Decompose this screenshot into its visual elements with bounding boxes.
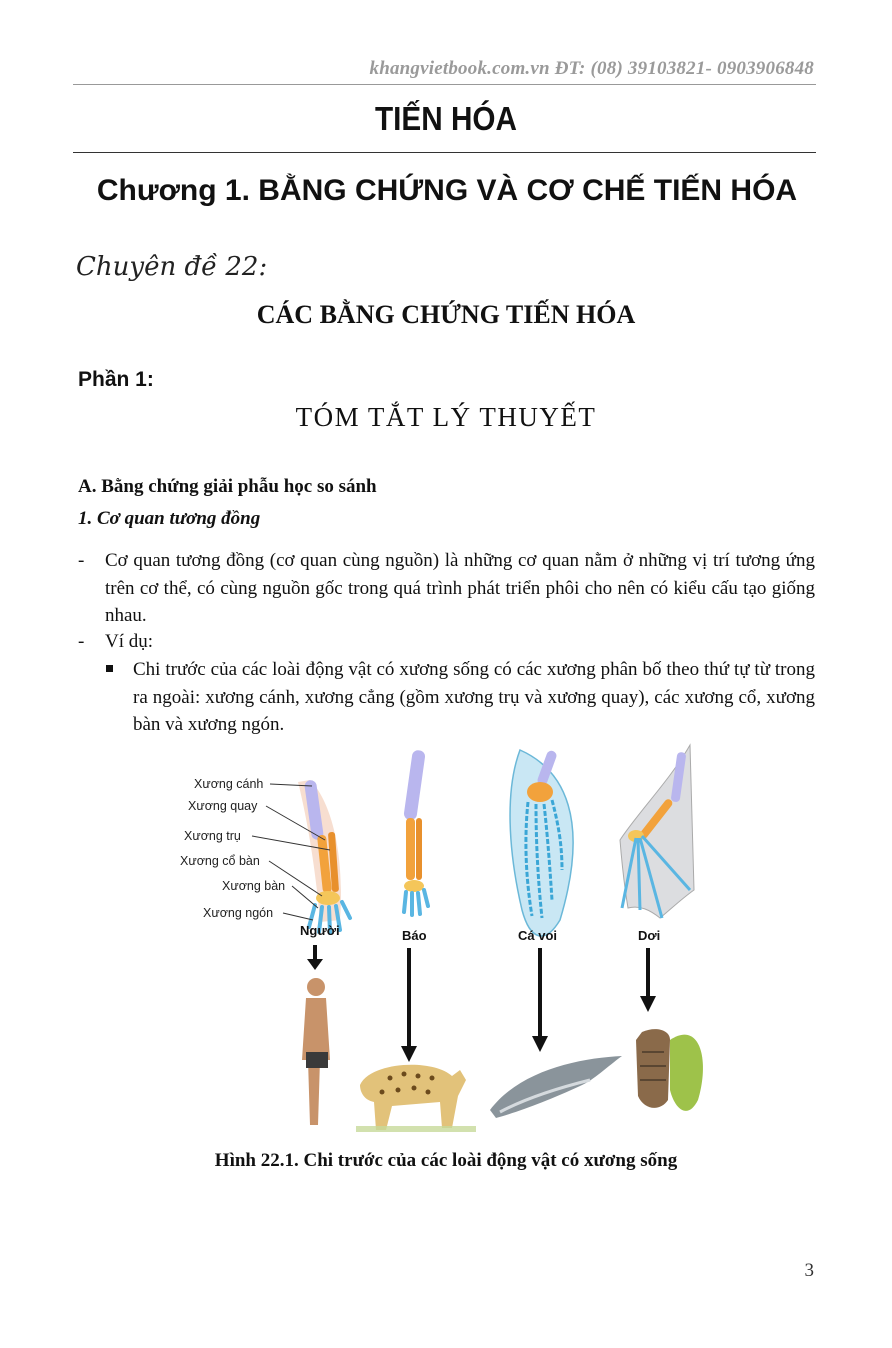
arrow-down-icon [401, 1046, 417, 1062]
part-label: Phần 1: [78, 368, 154, 391]
label-radius: Xương quay [188, 799, 258, 813]
human-figure-illustration [302, 978, 330, 1125]
human-arm-illustration [298, 779, 350, 933]
topic-title: CÁC BẰNG CHỨNG TIẾN HÓA [256, 300, 636, 329]
down-arrows [307, 945, 656, 1062]
header-text: khangvietbook.com.vn ĐT: (08) 39103821- 0903906848 [369, 58, 814, 79]
label-carpals: Xương cổ bàn [180, 854, 260, 868]
dash-marker: - [78, 550, 85, 571]
label-metacarpals: Xương bàn [222, 879, 286, 893]
topic-label: Chuyên đề 22: [76, 252, 268, 282]
square-bullet-icon [106, 665, 113, 672]
chapter-title: Chương 1. BẰNG CHỨNG VÀ CƠ CHẾ TIẾN HÓA [96, 174, 798, 207]
animal-name-whale: Cá voi [518, 928, 558, 943]
whale-flipper-illustration [510, 749, 573, 936]
list-item-text: Ví dụ: [105, 631, 154, 652]
arrow-down-icon [640, 996, 656, 1012]
animal-name-leopard: Báo [402, 928, 427, 943]
summary-title: TÓM TẮT LÝ THUYẾT [295, 402, 597, 432]
animal-name-human: Người [300, 923, 340, 938]
bat-wing-illustration [620, 745, 694, 918]
leopard-illustration [356, 1065, 476, 1132]
arrow-down-icon [307, 959, 323, 970]
whale-illustration [490, 1056, 622, 1118]
main-title: TIẾN HÓA [375, 100, 517, 137]
figure-caption: Hình 22.1. Chi trước của các loài động vật có xương sống [214, 1150, 678, 1171]
sub-list-item-text: Chi trước của các loài động vật có xương sống có các xương phân bố theo thứ tự từ trong ra ngoài: xương cánh, xương cẳng (gồm xương trụ và xương quay), các xương cổ, xương bàn và xương ngón. [133, 659, 815, 735]
list-item-text: Cơ quan tương đồng (cơ quan cùng nguồn) là những cơ quan nằm ở những vị trí tương ứng trên cơ thể, có cùng nguồn gốc trong quá trình phát triển phôi cho nên có kiểu cấu tạo giống nhau. [105, 550, 815, 626]
arrow-down-icon [532, 1036, 548, 1052]
label-ulna: Xương trụ [184, 829, 241, 843]
leopard-leg-illustration [403, 750, 428, 915]
label-phalanges: Xương ngón [203, 906, 274, 920]
title-rule [73, 152, 816, 153]
dash-marker: - [78, 631, 85, 652]
subsection-heading: 1. Cơ quan tương đồng [78, 508, 261, 529]
section-heading: A. Bằng chứng giải phẫu học so sánh [78, 476, 377, 497]
animal-name-bat: Dơi [638, 928, 661, 943]
bat-illustration [636, 1029, 703, 1111]
forelimb-figure [170, 740, 730, 1140]
page-number: 3 [804, 1260, 814, 1281]
label-humerus: Xương cánh [194, 777, 264, 791]
